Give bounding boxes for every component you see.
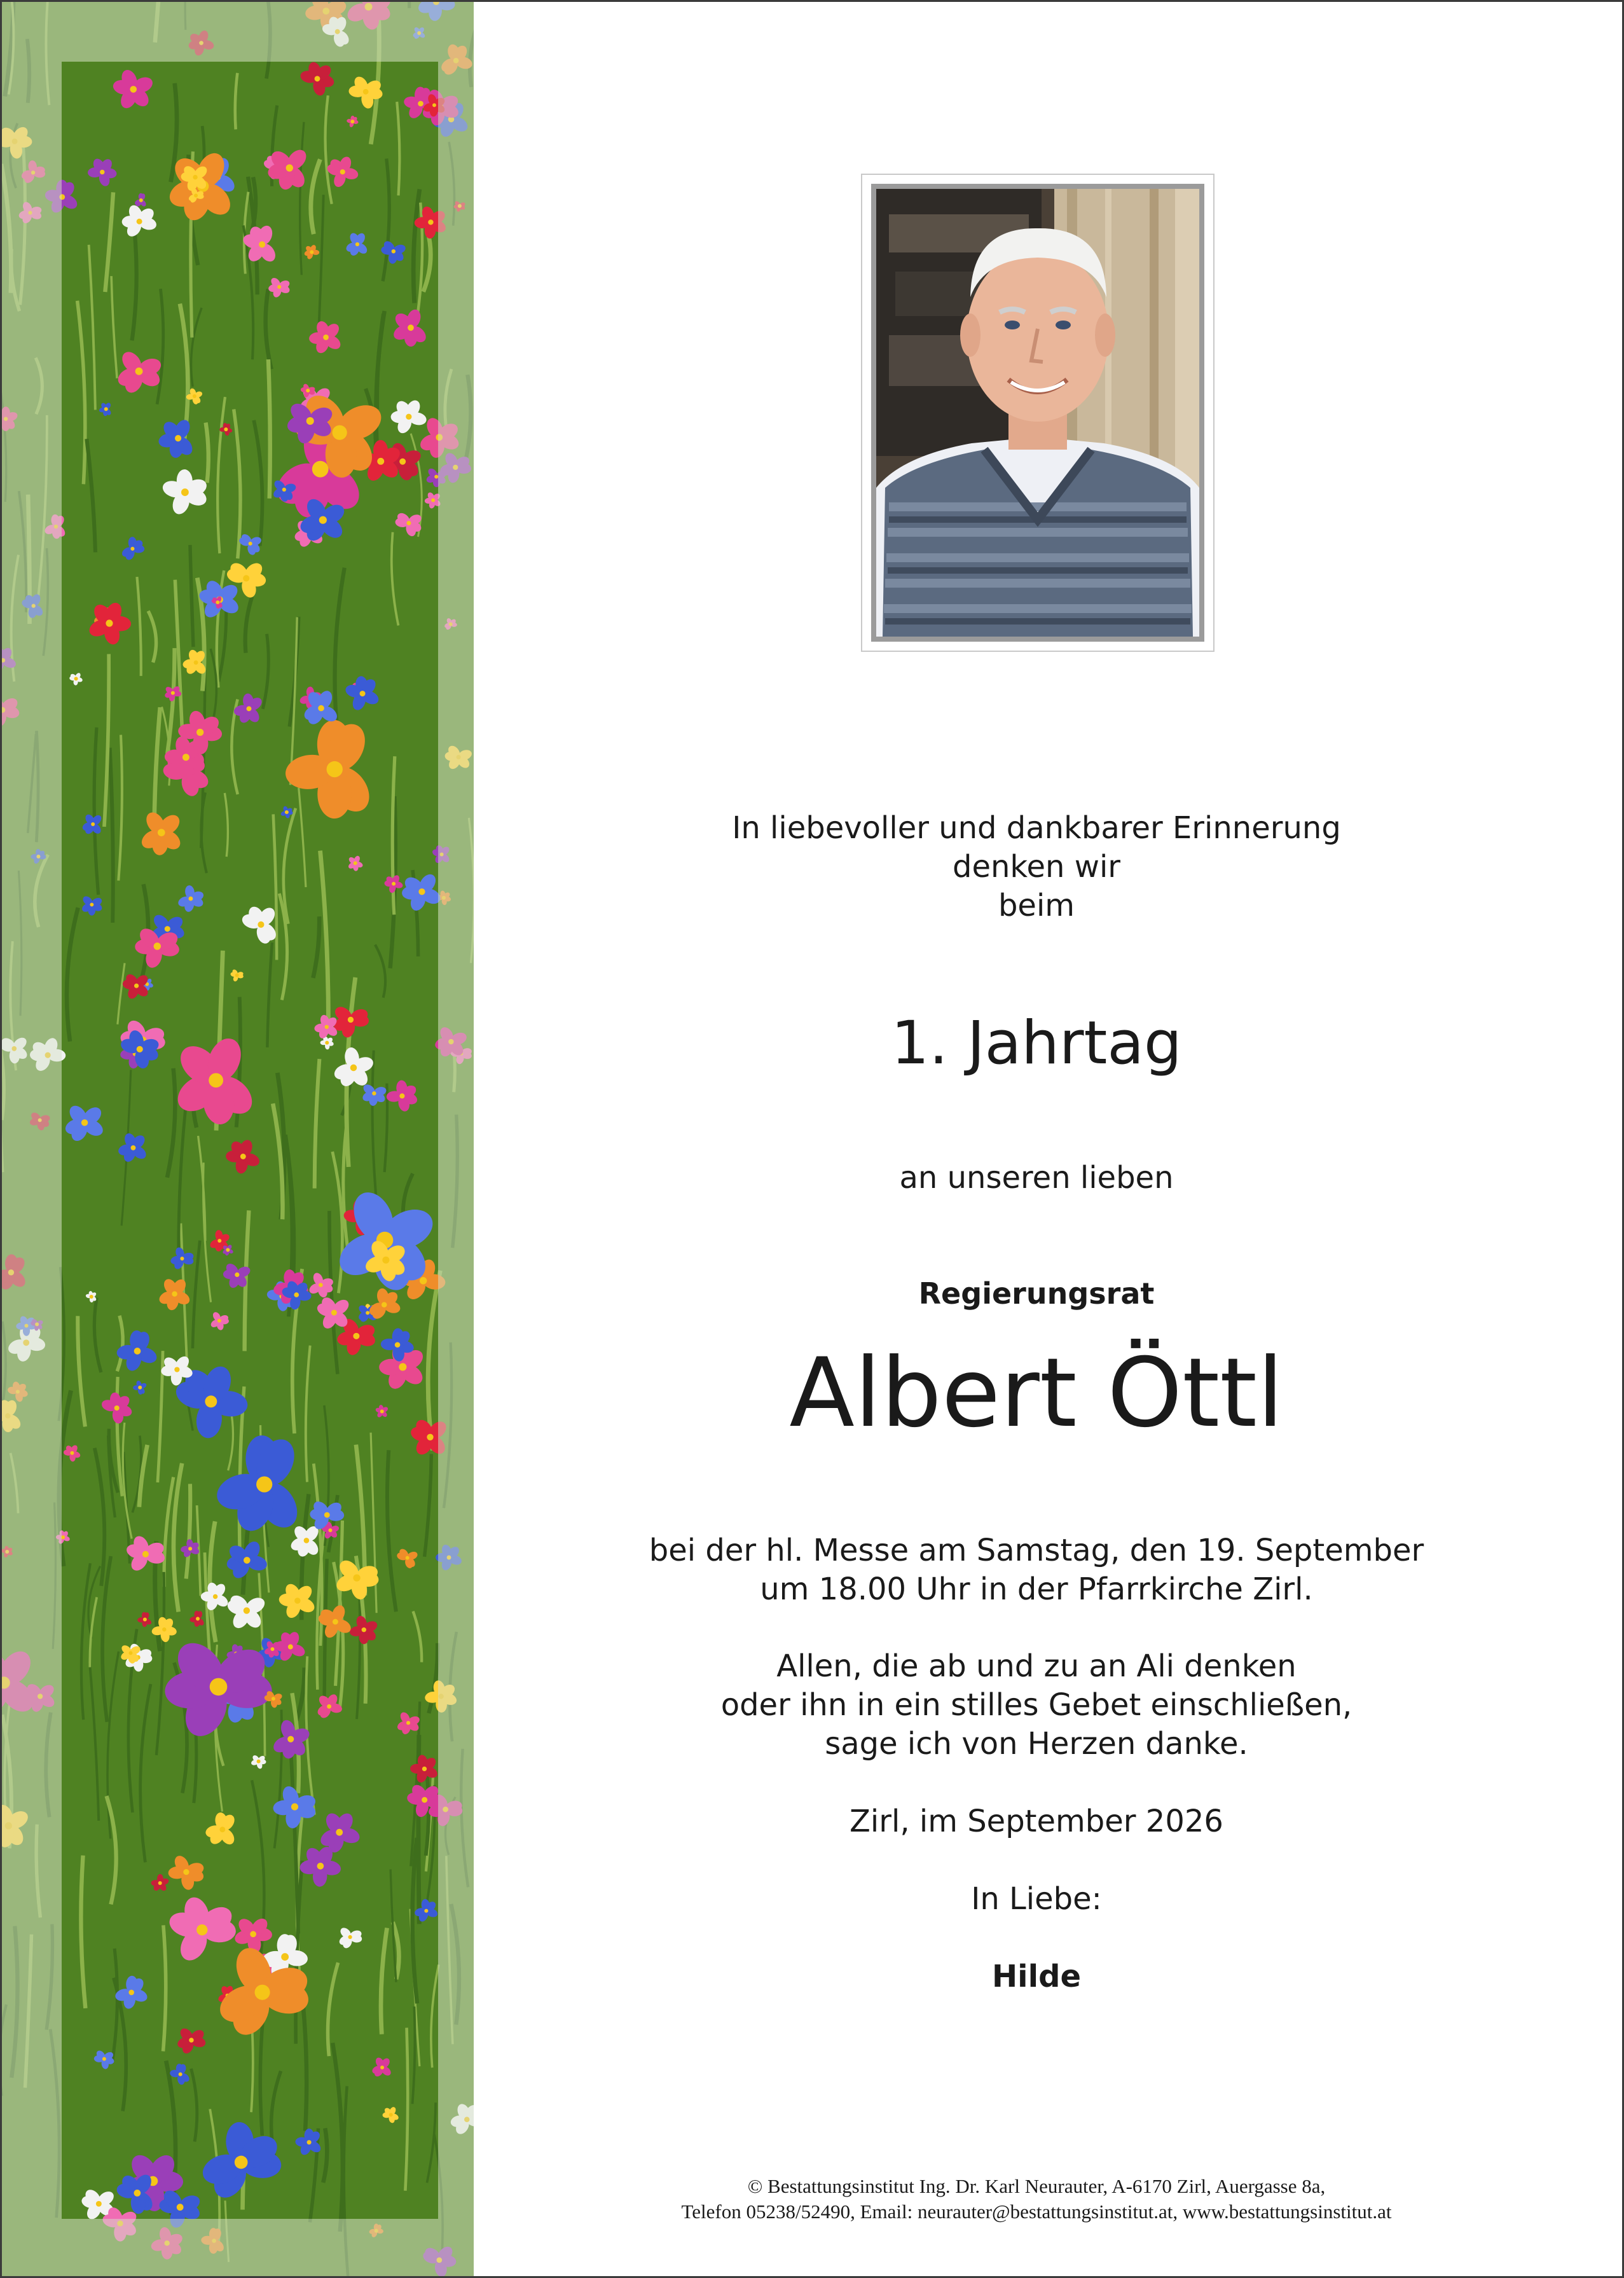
intro-line: In liebevoller und dankbarer Erinnerung — [732, 810, 1341, 846]
intro-line: beim — [998, 888, 1075, 923]
place-date: Zirl, im September 2026 — [850, 1804, 1223, 1839]
portrait-photo — [871, 184, 1204, 642]
imprint-line: © Bestattungsinstitut Ing. Dr. Karl Neurauter, A-6170 Zirl, Auergasse 8a, — [747, 2175, 1326, 2197]
occasion-heading: 1. Jahrtag — [891, 1009, 1182, 1078]
thanks-line: Allen, die ab und zu an Ali denken — [776, 1648, 1297, 1684]
intro-text — [591, 809, 1482, 925]
signature: Hilde — [992, 1959, 1081, 1994]
mass-line: bei der hl. Messe am Samstag, den 19. September — [649, 1533, 1424, 1568]
meadow-inner-panel — [62, 62, 438, 2219]
dedication-text: an unseren lieben — [899, 1160, 1174, 1196]
thanks-line: oder ihn in ein stilles Gebet einschließen, — [720, 1687, 1352, 1723]
portrait-frame — [861, 174, 1215, 652]
deceased-name: Albert Öttl — [789, 1338, 1284, 1449]
funeral-home-imprint — [560, 2174, 1513, 2225]
thanks-line: sage ich von Herzen danke. — [825, 1726, 1248, 1762]
wildflower-meadow-image — [2, 2, 474, 2276]
honorary-title: Regierungsrat — [918, 1276, 1155, 1311]
intro-line: denken wir — [952, 849, 1121, 885]
thanks-text — [591, 1647, 1482, 1764]
mass-line: um 18.00 Uhr in der Pfarrkirche Zirl. — [760, 1571, 1313, 1607]
imprint-line: Telefon 05238/52490, Email: neurauter@bestattungsinstitut.at, www.bestattungsinstitut.at — [681, 2200, 1392, 2223]
mass-details — [591, 1531, 1482, 1609]
closing-text: In Liebe: — [971, 1881, 1102, 1917]
